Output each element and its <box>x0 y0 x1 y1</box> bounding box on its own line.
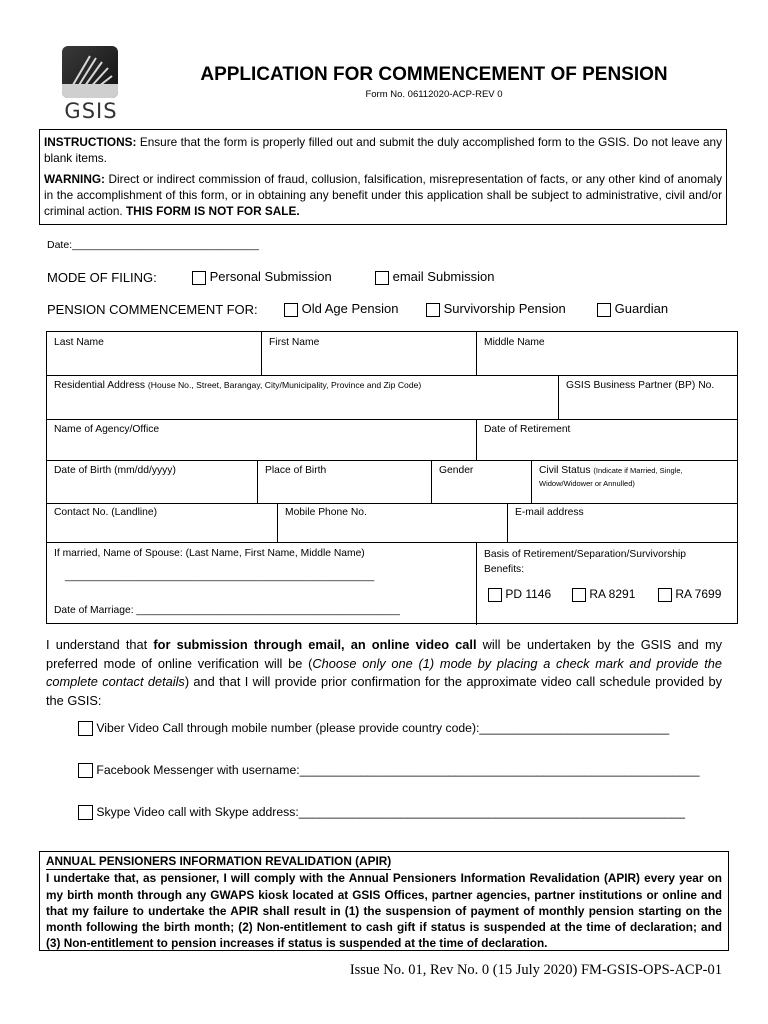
residential-address-field[interactable] <box>54 379 421 392</box>
online-text-3: ) and that I will provide prior confirmation for the approximate video call schedule provided by the GSIS: <box>46 674 722 708</box>
online-text-1: I understand that <box>46 637 154 652</box>
old-age-pension-checkbox[interactable] <box>284 303 298 317</box>
skype-checkbox[interactable] <box>78 805 93 820</box>
personal-submission-checkbox[interactable] <box>192 271 206 285</box>
guardian-label: Guardian <box>614 301 669 316</box>
option-pd-1146[interactable] <box>488 588 551 602</box>
last-name-field[interactable]: Last Name <box>54 337 104 348</box>
pd-1146-label: PD 1146 <box>505 587 552 602</box>
residential-address-label: Residential Address <box>54 380 146 391</box>
option-email-submission[interactable] <box>375 269 495 285</box>
mobile-field[interactable]: Mobile Phone No. <box>285 507 367 518</box>
viber-checkbox[interactable] <box>78 721 93 736</box>
gender-field[interactable]: Gender <box>439 465 474 476</box>
personal-submission-label: Personal Submission <box>209 269 332 284</box>
birth-date-field[interactable]: Date of Birth (mm/dd/yyyy) <box>54 465 176 476</box>
option-survivorship-pension[interactable] <box>426 301 566 317</box>
option-facebook-messenger[interactable] <box>78 763 700 778</box>
apir-box <box>39 851 729 951</box>
civil-status-field[interactable] <box>539 464 734 490</box>
not-for-sale: THIS FORM IS NOT FOR SALE. <box>125 204 300 219</box>
civil-status-note: (Indicate if Married, Single, Widow/Widower or Annulled) <box>539 466 683 488</box>
ra-8291-checkbox[interactable] <box>572 588 586 602</box>
birth-place-field[interactable]: Place of Birth <box>265 465 327 476</box>
first-name-field[interactable]: First Name <box>269 337 320 348</box>
online-text-italic: Choose only one (1) mode by placing a check mark and provide the complete contact details <box>46 655 722 689</box>
online-text-2: will be undertaken by the GSIS and my preferred mode of online verification will be ( <box>46 637 723 671</box>
email-submission-checkbox[interactable] <box>375 271 389 285</box>
basis-label: Basis of Retirement/Separation/Survivorship Benefits: <box>484 549 687 575</box>
logo-text: GSIS <box>64 99 118 123</box>
agency-field[interactable]: Name of Agency/Office <box>54 424 160 435</box>
mode-of-filing-label: MODE OF FILING: <box>47 270 157 285</box>
viber-label: Viber Video Call through mobile number (please provide country code):____________________________ <box>96 721 670 735</box>
option-viber[interactable] <box>78 721 669 736</box>
option-ra-8291[interactable] <box>572 588 635 602</box>
residential-address-note: (House No., Street, Barangay, City/Municipality, Province and Zip Code) <box>147 380 422 390</box>
spouse-name-field[interactable]: ______________________________________________________ <box>65 571 375 582</box>
email-field[interactable]: E-mail address <box>515 507 584 518</box>
personal-info-grid <box>46 331 738 624</box>
pension-for-label: PENSION COMMENCEMENT FOR: <box>47 302 258 317</box>
ra-7699-label: RA 7699 <box>675 587 722 602</box>
email-submission-label: email Submission <box>392 269 495 284</box>
instructions-text: Ensure that the form is properly filled out and submit the duly accomplished form to the GSIS. Do not leave any blank items. <box>44 135 722 166</box>
survivorship-pension-checkbox[interactable] <box>426 303 440 317</box>
option-personal-submission[interactable] <box>192 269 332 285</box>
ra-8291-label: RA 8291 <box>589 587 636 602</box>
instructions-box <box>39 129 727 225</box>
facebook-messenger-checkbox[interactable] <box>78 763 93 778</box>
civil-status-label: Civil Status <box>539 465 591 476</box>
form-title: APPLICATION FOR COMMENCEMENT OF PENSION <box>200 64 668 85</box>
old-age-pension-label: Old Age Pension <box>301 301 399 316</box>
retirement-date-field[interactable]: Date of Retirement <box>484 424 571 435</box>
gsis-logo <box>62 46 118 98</box>
online-text-bold: for submission through email, an online video call <box>153 637 477 652</box>
option-old-age-pension[interactable] <box>284 301 398 317</box>
online-verification-paragraph <box>46 636 722 710</box>
skype-label: Skype Video call with Skype address:_________________________________________________________ <box>96 805 686 819</box>
warning-label: WARNING: <box>44 171 105 186</box>
apir-title: ANNUAL PENSIONERS INFORMATION REVALIDATION (APIR) <box>46 853 391 870</box>
warning-text: Direct or indirect commission of fraud, collusion, falsification, misrepresentation of facts, or any other kind of anomaly in the accomplishment of this form, or in obtaining any benefit under this application shall be subject to administrative, civil and/or criminal action. <box>44 171 723 219</box>
option-skype[interactable] <box>78 805 685 820</box>
footer-issue-info: Issue No. 01, Rev No. 0 (15 July 2020) FM-GSIS-OPS-ACP-01 <box>349 962 722 978</box>
apir-text: I undertake that, as pensioner, I will comply with the Annual Pensioners Information Revalidation (APIR) every year on my birth month through any GWAPS kiosk located at GSIS Offices, partner agencies, partner institutions or online and that my failure to undertake the APIR shall result in (1) the suspension of payment of monthly pension starting on the month following the birth month; (2) Non-entitlement to cash gift if status is suspended at the time of declaration; and (3) Non-entitlement to pension increases if status is suspended at the time of declaration. <box>46 871 722 951</box>
spouse-name-label: If married, Name of Spouse: (Last Name, First Name, Middle Name) <box>54 548 365 559</box>
instructions-label: INSTRUCTIONS: <box>44 135 137 149</box>
middle-name-field[interactable]: Middle Name <box>484 337 545 348</box>
guardian-checkbox[interactable] <box>597 303 611 317</box>
marriage-date-field[interactable]: Date of Marriage: ______________________________________________ <box>54 605 400 616</box>
form-number: Form No. 06112020-ACP-REV 0 <box>365 89 503 100</box>
survivorship-pension-label: Survivorship Pension <box>443 301 566 316</box>
option-ra-7699[interactable] <box>658 588 721 602</box>
option-guardian[interactable] <box>597 301 668 317</box>
facebook-messenger-label: Facebook Messenger with username:___________________________________________________________ <box>96 763 700 777</box>
ra-7699-checkbox[interactable] <box>658 588 672 602</box>
pd-1146-checkbox[interactable] <box>488 588 502 602</box>
date-field[interactable]: Date:________________________________ <box>47 239 259 251</box>
bp-number-field[interactable]: GSIS Business Partner (BP) No. <box>566 380 715 391</box>
landline-field[interactable]: Contact No. (Landline) <box>54 507 158 518</box>
